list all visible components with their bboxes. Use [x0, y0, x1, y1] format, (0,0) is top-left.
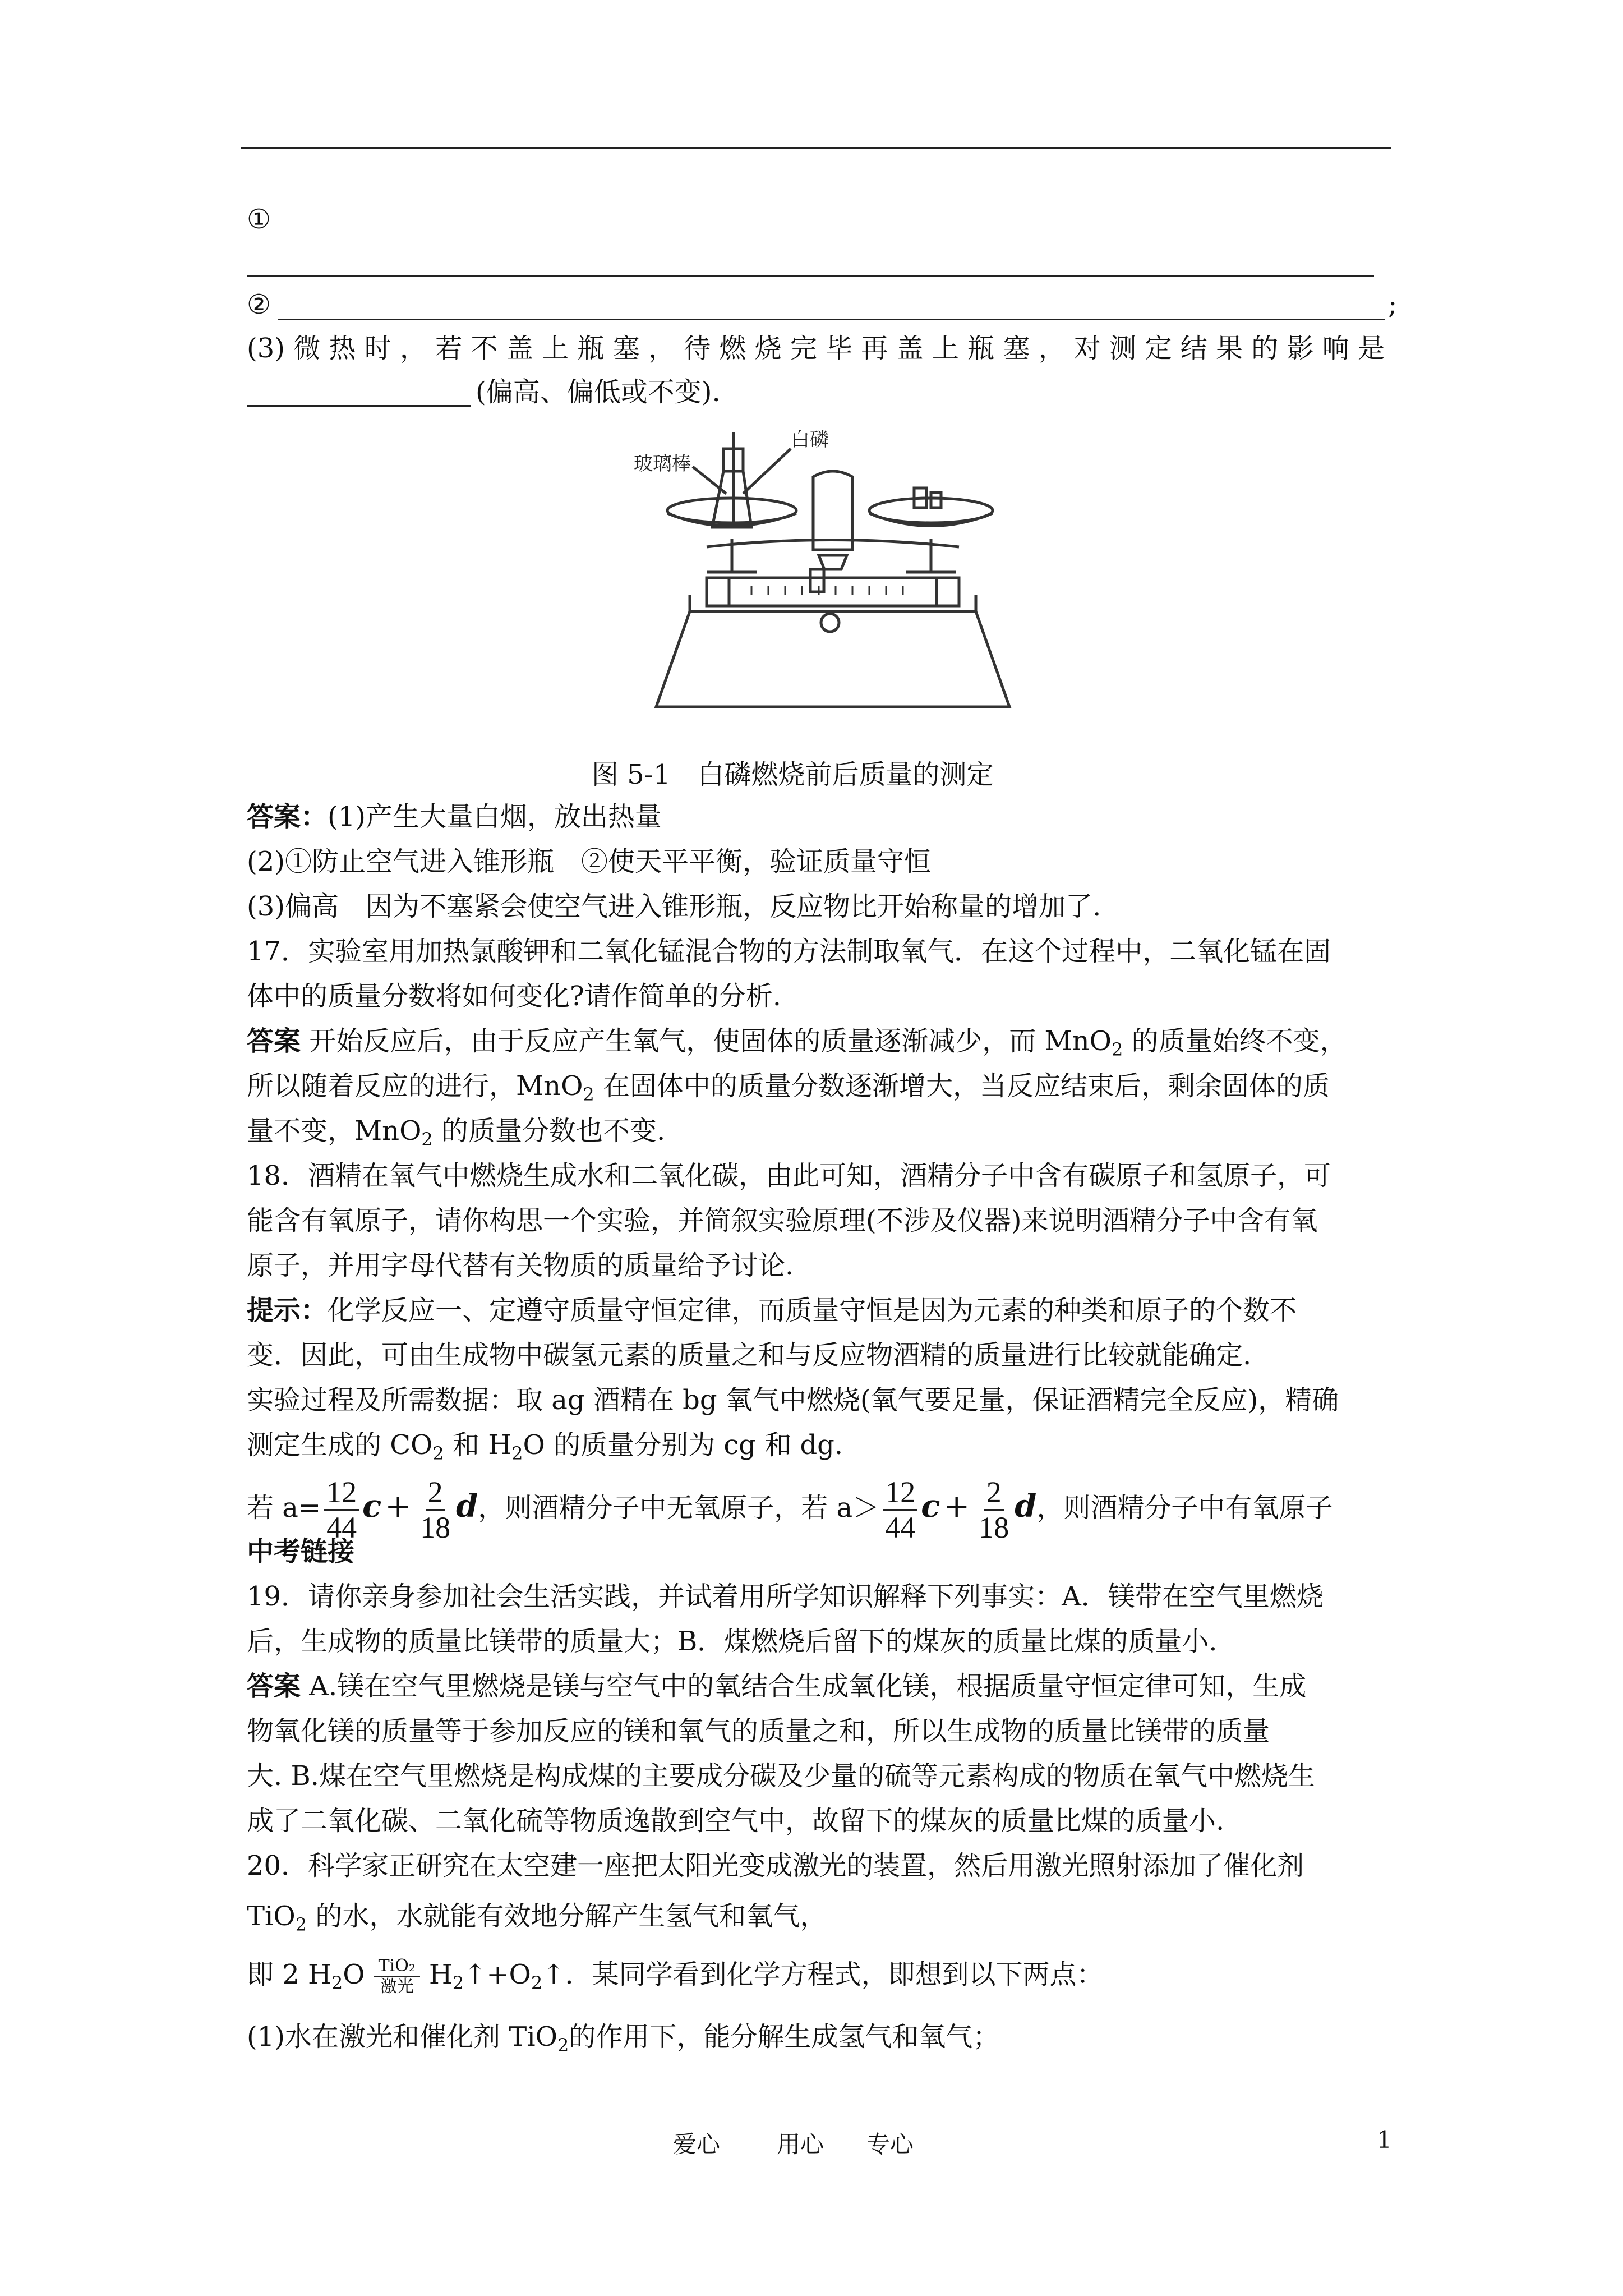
question-20-text-2: 的水，水就能有效地分解产生氢气和氧气， [307, 1901, 827, 1932]
equation-reactant: 即 2 H [247, 1959, 331, 1990]
answer-17-line-1 [247, 1024, 1347, 1067]
subscript: 2 [295, 1914, 307, 1935]
question-20-line-1: 20．科学家正研究在太空建一座把太阳光变成激光的装置，然后用激光照射添加了催化剂 [247, 1850, 1304, 1881]
hint-18-text-4b: 和 H [444, 1429, 512, 1461]
fraction-2-18 [418, 1475, 453, 1544]
hint-18-text-4c: O 的质量分别为 cg 和 dg. [523, 1429, 843, 1461]
answer-label: 答案 [247, 1671, 301, 1702]
numerator: 2 [984, 1475, 1004, 1511]
label-glass-rod: 玻璃棒 [634, 453, 691, 475]
fraction-12-44 [883, 1475, 917, 1544]
question-17-line-1: 17．实验室用加热氯酸钾和二氧化锰混合物的方法制取氧气．在这个过程中，二氧化锰在固 [247, 936, 1331, 967]
answer-17-text-1a: 开始反应后，由于反应产生氧气，使固体的质量逐渐减少，而 MnO [301, 1025, 1112, 1057]
item-1-marker: ① [247, 204, 271, 235]
denominator: 44 [326, 1511, 357, 1544]
answer-17-line-3 [247, 1114, 665, 1157]
question-3-options: (偏高、偏低或不变). [476, 376, 721, 408]
hint-18-text-4a: 测定生成的 CO [247, 1429, 433, 1461]
formula-end: ，则酒精分子中有氧原子 [1036, 1492, 1333, 1524]
answer-19-line-2: 物氧化镁的质量等于参加反应的镁和氧气的质量之和，所以生成物的质量比镁带的质量 [247, 1715, 1270, 1747]
footer-motto-3: 专心 [866, 2131, 914, 2158]
numerator: 12 [883, 1475, 917, 1511]
chemical-equation [247, 1947, 1103, 2011]
footer-motto-2: 用心 [777, 2131, 824, 2158]
answer-19-line-4: 成了二氧化碳、二氧化硫等物质逸散到空气中，故留下的煤灰的质量比煤的质量小. [247, 1805, 1225, 1837]
answer-19-text-1: A.镁在空气里燃烧是镁与空气中的氧结合生成氧化镁，根据质量守恒定律可知，生成 [301, 1671, 1307, 1702]
formula-line [247, 1467, 1332, 1547]
variable-c: c [362, 1488, 382, 1525]
section-title: 中考链接 [247, 1536, 355, 1567]
subscript: 2 [421, 1129, 433, 1150]
reaction-conditions [374, 1957, 420, 1996]
hint-18-text-1: 化学反应一、定遵守质量守恒定律，而质量守恒是因为元素的种类和原子的个数不 [328, 1295, 1297, 1326]
answer-label: 答案 [247, 1025, 301, 1057]
header-rule [241, 147, 1391, 149]
variable-d: d [456, 1488, 478, 1525]
point-1-line [247, 2019, 999, 2063]
answer-label: 答案： [247, 801, 328, 832]
formula-if: 若 a= [247, 1492, 321, 1524]
footer-motto-1: 爱心 [673, 2131, 721, 2158]
answer-blank-1 [247, 275, 1374, 277]
hint-label: 提示： [247, 1295, 328, 1326]
answer-17-line-2 [247, 1069, 1330, 1112]
variable-c: c [921, 1488, 940, 1525]
question-19-line-1: 19．请你亲身参加社会生活实践，并试着用所学知识解释下列事实：A．镁带在空气里燃烧 [247, 1581, 1324, 1612]
numerator: 2 [426, 1475, 445, 1511]
answer-19-line-3: 大. B.煤在空气里燃烧是构成煤的主要成分碳及少量的硫等元素构成的物质在氧气中燃烧生 [247, 1760, 1316, 1792]
denominator: 44 [885, 1511, 916, 1544]
item-2-marker: ② [247, 289, 271, 320]
answer-blank-3 [247, 405, 471, 407]
question-3-line: (3) 微 热 时 ， 若 不 盖 上 瓶 塞 ， 待 燃 烧 完 毕 再 盖 上 瓶 塞 ， 对 测 定 结 果 的 影 响 是 [247, 333, 1385, 364]
answer-19-line-1 [247, 1669, 1306, 1704]
question-19-line-2: 后，生成物的质量比镁带的质量大；B．煤燃烧后留下的煤灰的质量比煤的质量小. [247, 1626, 1218, 1657]
point-1-text-b: 的作用下，能分解生成氢气和氧气； [569, 2021, 1000, 2053]
laser-label: 激光 [380, 1977, 414, 1996]
subscript: 2 [452, 1972, 464, 1994]
answer-blank-2 [278, 319, 1385, 320]
subscript: 2 [511, 1443, 523, 1464]
question-18-line-3: 原子，并用字母代替有关物质的质量给予讨论. [247, 1250, 794, 1281]
numerator: 12 [324, 1475, 359, 1511]
question-18-line-1: 18．酒精在氧气中燃烧生成水和二氧化碳，由此可知，酒精分子中含有碳原子和氢原子，可 [247, 1160, 1331, 1191]
answer-17-text-2a: 所以随着反应的进行，MnO [247, 1070, 583, 1102]
answer-17-text-3b: 的质量分数也不变. [432, 1115, 666, 1147]
subscript: 2 [331, 1972, 343, 1994]
answer-17-text-3a: 量不变，MnO [247, 1115, 422, 1147]
hint-18-line-3: 实验过程及所需数据：取 ag 酒精在 bg 氧气中燃烧(氧气要足量，保证酒精完全反应)，精确 [247, 1384, 1339, 1416]
equation-product-oxygen: ↑+O [464, 1959, 531, 1990]
catalyst-label: TiO₂ [374, 1957, 420, 1977]
denominator: 18 [979, 1511, 1009, 1544]
answer-16-line-2: (2)①防止空气进入锥形瓶 ②使天平平衡，验证质量守恒 [247, 846, 931, 877]
answer-16-part-1: (1)产生大量白烟，放出热量 [328, 801, 662, 832]
tio2-text: TiO [247, 1901, 296, 1932]
hint-18-line-4 [247, 1428, 843, 1471]
plus-sign: + [385, 1488, 412, 1525]
question-18-line-2: 能含有氧原子，请你构思一个实验，并简叙实验原理(不涉及仪器)来说明酒精分子中含有氧 [247, 1205, 1318, 1236]
question-17-line-2: 体中的质量分数将如何变化?请作简单的分析. [247, 981, 781, 1012]
page-number: 1 [1377, 2126, 1392, 2154]
point-1-text-a: (1)水在激光和催化剂 TiO [247, 2021, 557, 2053]
equation-comment: ↑．某同学看到化学方程式，即想到以下两点： [542, 1959, 1104, 1990]
answer-17-text-2b: 在固体中的质量分数逐渐增大，当反应结束后，剩余固体的质 [594, 1070, 1330, 1102]
denominator: 18 [420, 1511, 451, 1544]
equation-oxygen: O [343, 1959, 365, 1990]
hint-18-line-1 [247, 1293, 1297, 1328]
subscript: 2 [531, 1972, 543, 1994]
answer-16-line-1 [247, 799, 662, 834]
subscript: 2 [432, 1443, 444, 1464]
formula-middle: ，则酒精分子中无氧原子，若 a＞ [478, 1492, 880, 1524]
answer-17-text-1b: 的质量始终不变， [1123, 1025, 1347, 1057]
equation-hydrogen: H [428, 1959, 453, 1990]
plus-sign: + [943, 1488, 970, 1525]
subscript: 2 [583, 1084, 594, 1105]
subscript: 2 [1111, 1039, 1123, 1060]
label-white-phosphorus: 白磷 [791, 429, 829, 451]
figure-caption: 图 5-1 白磷燃烧前后质量的测定 [592, 759, 994, 790]
fraction-2-18 [976, 1475, 1011, 1544]
subscript: 2 [557, 2035, 569, 2056]
balance-illustration [628, 426, 1032, 729]
semicolon: ; [1388, 289, 1398, 320]
answer-16-line-3: (3)偏高 因为不塞紧会使空气进入锥形瓶，反应物比开始称量的增加了. [247, 891, 1101, 922]
variable-d: d [1015, 1488, 1037, 1525]
hint-18-line-2: 变．因此，可由生成物中碳氢元素的质量之和与反应物酒精的质量进行比较就能确定. [247, 1340, 1252, 1371]
question-20-line-2 [247, 1899, 827, 1942]
